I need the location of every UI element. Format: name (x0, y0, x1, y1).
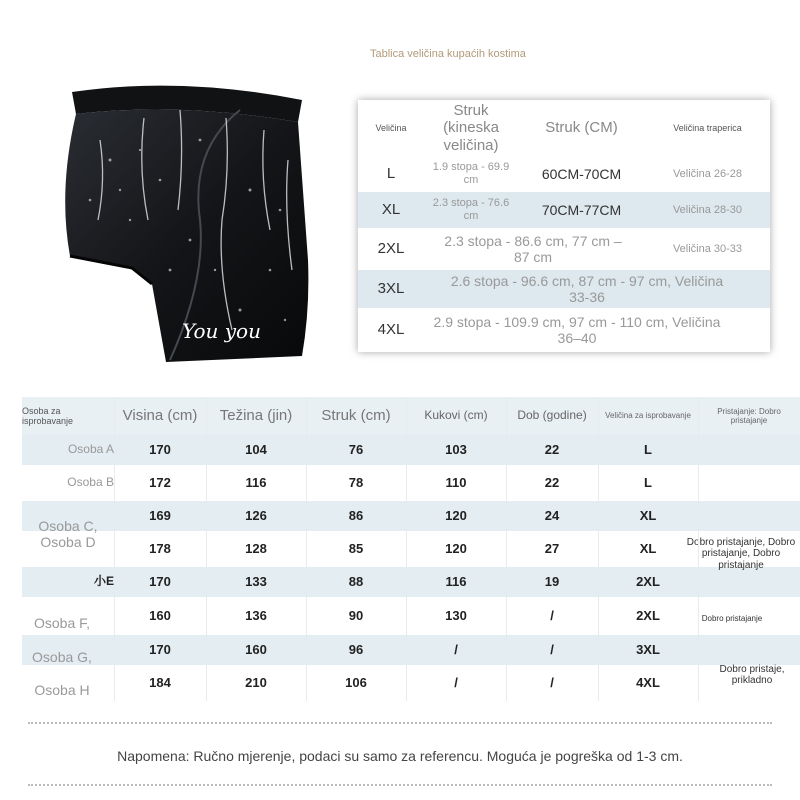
weight-value: 160 (245, 641, 267, 657)
fit-note-gh: Dobro pristaje, prikladno (719, 663, 785, 686)
size-label: L (386, 165, 396, 183)
size-value: 4XL (636, 674, 660, 690)
person-name-g: Osoba G, (32, 648, 92, 665)
waist-value: 85 (348, 540, 364, 556)
size-table-header (358, 100, 770, 156)
height-value: 170 (149, 641, 171, 657)
height-value: 178 (149, 540, 171, 556)
age-value: 22 (544, 474, 560, 490)
waist-cm: 60CM-70CM (541, 165, 622, 182)
size-row-3XL (358, 270, 770, 308)
waist-cn: 1.9 stopa - 69.9 cm (432, 161, 510, 186)
fit-note-cd: Dobro pristajanje, Dobro pristajanje, Dobro pristajanje (686, 536, 796, 571)
size-value: XL (639, 507, 657, 523)
header-fit: Pristajanje: Dobro pristajanje (717, 406, 781, 425)
size-label: 4XL (377, 321, 405, 339)
waist-value: 106 (345, 674, 367, 690)
header-hips: Kukovi (cm) (424, 408, 488, 423)
waist-value: 78 (348, 474, 364, 490)
brand-logo: You you (182, 319, 261, 343)
header-height: Visina (cm) (122, 407, 198, 425)
weight-value: 136 (245, 607, 267, 623)
size-table (358, 100, 770, 352)
table-row (22, 665, 800, 701)
size-value: XL (639, 540, 657, 556)
jeans-size: Veličina 28-30 (672, 203, 743, 216)
person-name: Osoba B (67, 475, 114, 490)
header-person: Osoba za isprobavanje (22, 405, 74, 426)
fit-note-f: Dobro pristajanje (701, 614, 763, 624)
age-value: 19 (544, 573, 560, 589)
size-row-4XL (358, 308, 770, 352)
waist-value: 88 (348, 573, 364, 589)
size-value: L (644, 441, 652, 457)
header-age: Dob (godine) (517, 408, 587, 423)
jeans-size: Veličina 26-28 (672, 167, 743, 180)
waist-merged: 2.9 stopa - 109.9 cm, 97 cm - 110 cm, Veličina 36–40 (433, 313, 721, 346)
size-value: 2XL (636, 573, 660, 589)
header-weight: Težina (jin) (219, 407, 293, 425)
weight-value: 133 (245, 573, 267, 589)
hips-value: 120 (445, 540, 467, 556)
size-row-2XL (358, 228, 770, 270)
height-value: 184 (149, 674, 171, 690)
hips-value: 103 (445, 441, 467, 457)
header-jeans: Veličina traperica (673, 122, 742, 133)
swim-shorts-image (40, 70, 340, 370)
size-value: L (644, 474, 652, 490)
waist-value: 76 (348, 441, 364, 457)
weight-value: 126 (245, 507, 267, 523)
waist-value: 90 (348, 607, 364, 623)
table-row (22, 465, 800, 501)
table-row (22, 435, 800, 465)
header-waist-cn: Struk (kineska veličina) (443, 102, 499, 154)
size-row-L (358, 156, 770, 192)
waist-cn: 2.3 stopa - 76.6 cm (432, 197, 510, 222)
person-name: Osoba A (67, 442, 114, 457)
size-label: 3XL (377, 280, 405, 298)
hips-value: 116 (445, 573, 467, 589)
person-name-f: Osoba F, (33, 614, 91, 631)
waist-value: 86 (348, 507, 364, 523)
age-value: 22 (544, 441, 560, 457)
person-name: 小E (93, 574, 114, 589)
age-value: / (550, 674, 554, 690)
weight-value: 210 (245, 674, 267, 690)
hips-value: 120 (445, 507, 467, 523)
hips-value: 130 (445, 607, 467, 623)
size-label: XL (381, 201, 401, 219)
waist-merged: 2.3 stopa - 86.6 cm, 77 cm – 87 cm (444, 232, 622, 265)
height-value: 170 (149, 441, 171, 457)
hips-value: / (454, 641, 458, 657)
height-value: 170 (149, 573, 171, 589)
person-table-header (22, 397, 800, 435)
size-row-XL (358, 192, 770, 228)
header-waist-cm: Struk (CM) (545, 119, 618, 137)
height-value: 160 (149, 607, 171, 623)
weight-value: 128 (245, 540, 267, 556)
size-chart-title: Tablica veličina kupaćih kostima (370, 48, 526, 60)
footer-note: Napomena: Ručno mjerenje, podaci su samo za referencu. Moguća je pogreška od 1-3 cm. (117, 748, 683, 764)
weight-value: 116 (245, 474, 267, 490)
size-value: 3XL (636, 641, 660, 657)
waist-cm: 70CM-77CM (541, 201, 622, 218)
waist-value: 96 (348, 641, 364, 657)
age-value: 27 (544, 540, 560, 556)
header-size: Veličina (375, 122, 407, 133)
age-value: / (550, 641, 554, 657)
age-value: / (550, 607, 554, 623)
jeans-size: Veličina 30-33 (672, 242, 743, 255)
table-row (22, 501, 800, 531)
header-try-size: Veličina za isprobavanje (605, 411, 691, 421)
person-name-cd: Osoba C, Osoba D (38, 517, 98, 550)
person-name-h: Osoba H (34, 681, 90, 698)
weight-value: 104 (245, 441, 267, 457)
hips-value: 110 (445, 474, 467, 490)
table-row (22, 635, 800, 665)
height-value: 172 (149, 474, 171, 490)
header-waist: Struk (cm) (321, 407, 391, 425)
size-value: 2XL (636, 607, 660, 623)
person-table (22, 397, 800, 709)
size-label: 2XL (377, 240, 405, 258)
hips-value: / (454, 674, 458, 690)
divider-top (28, 722, 772, 724)
divider-bottom (28, 784, 772, 786)
waist-merged: 2.6 stopa - 96.6 cm, 87 cm - 97 cm, Veličina 33-36 (450, 272, 724, 305)
age-value: 24 (544, 507, 560, 523)
height-value: 169 (149, 507, 171, 523)
